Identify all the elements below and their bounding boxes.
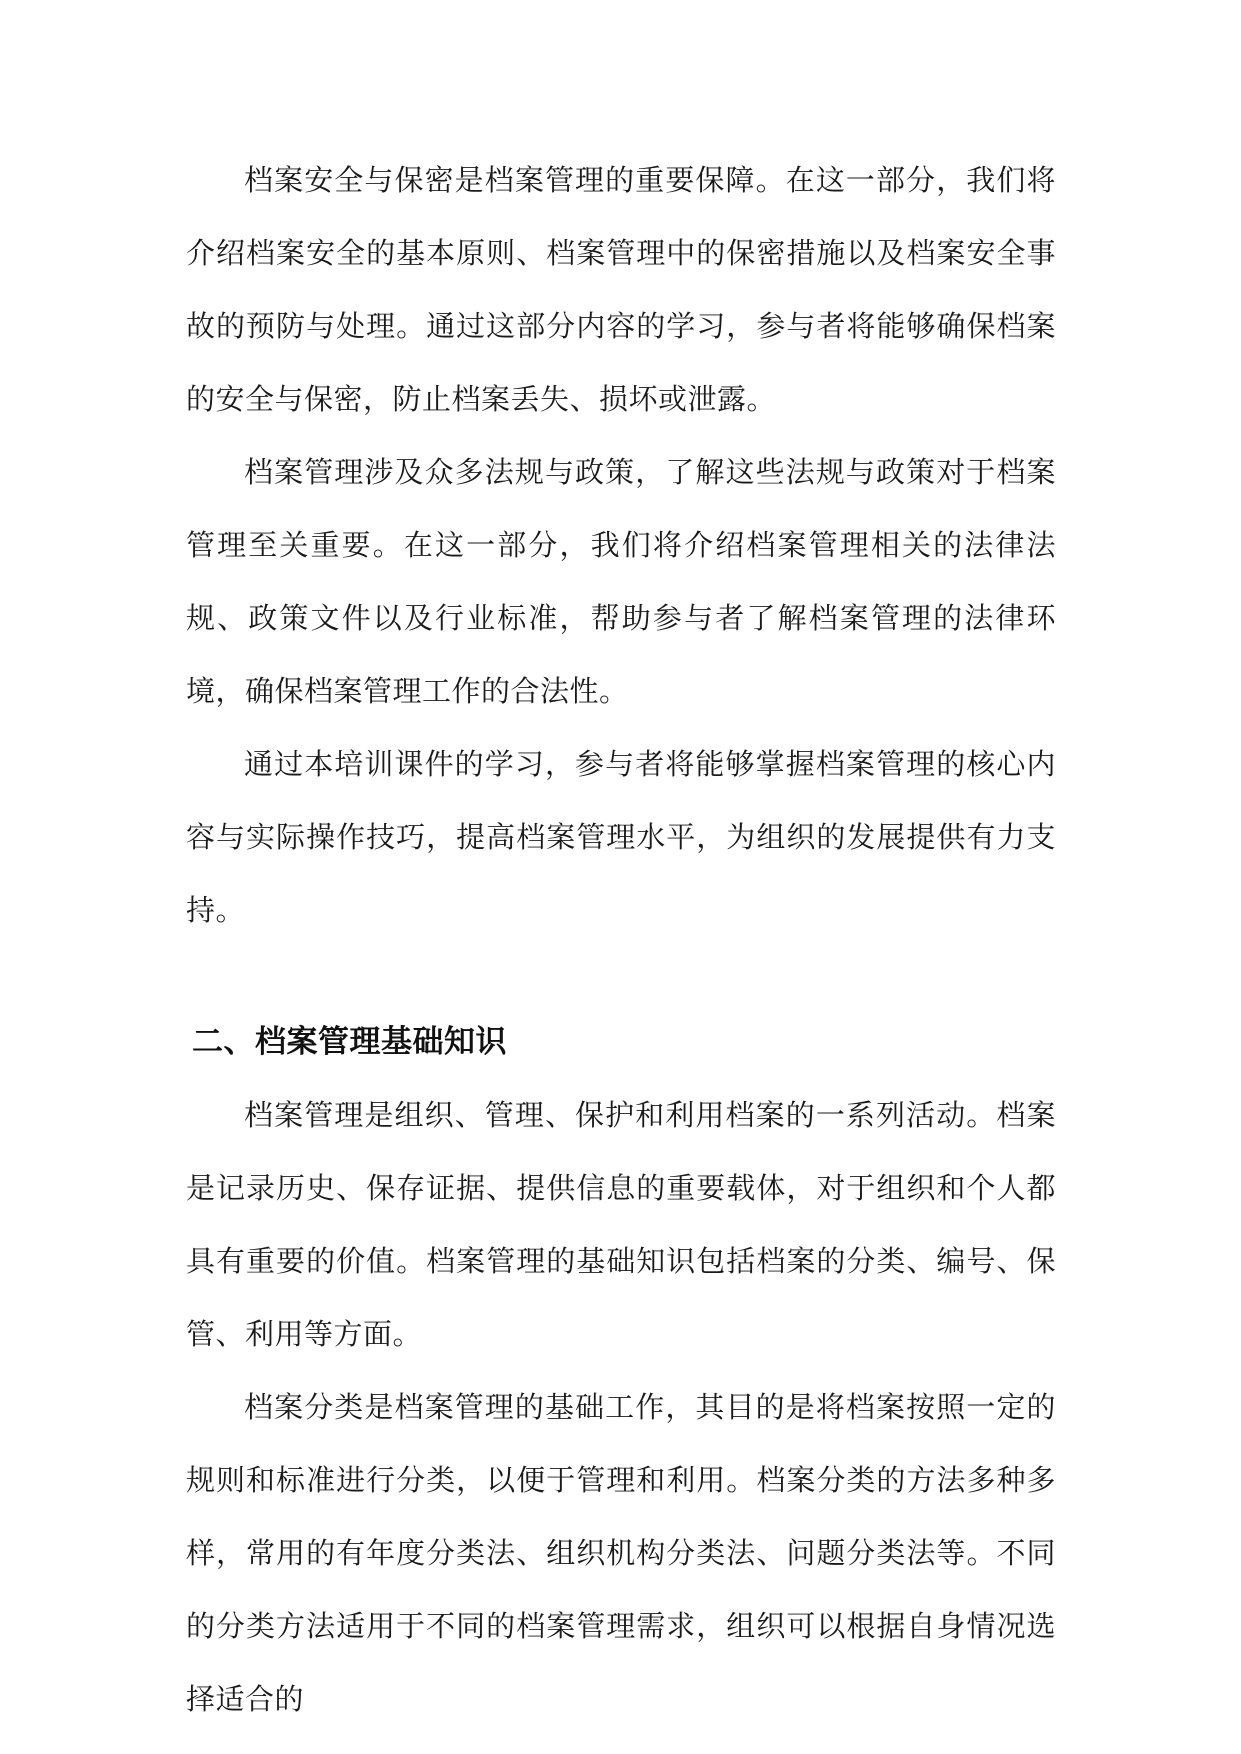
document-body (186, 144, 1056, 1736)
section-heading: 二、档案管理基础知识 (192, 1024, 507, 1060)
paragraph-archive-security: 档案安全与保密是档案管理的重要保障。在这一部分，我们将介绍档案安全的基本原则、档案管理中的保密措施以及档案安全事故的预防与处理。通过这部分内容的学习，参与者将能够确保档案的安全与保密，防止档案丢失、损坏或泄露。 (186, 163, 1056, 416)
paragraph-archive-basics: 档案管理是组织、管理、保护和利用档案的一系列活动。档案是记录历史、保存证据、提供信息的重要载体，对于组织和个人都具有重要的价值。档案管理的基础知识包括档案的分类、编号、保管、利用等方面。 (186, 1098, 1056, 1351)
paragraph-training-summary: 通过本培训课件的学习，参与者将能够掌握档案管理的核心内容与实际操作技巧，提高档案管理水平，为组织的发展提供有力支持。 (186, 747, 1056, 927)
paragraph-regulations-policies: 档案管理涉及众多法规与政策，了解这些法规与政策对于档案管理至关重要。在这一部分，我们将介绍档案管理相关的法律法规、政策文件以及行业标准，帮助参与者了解档案管理的法律环境，确保档案管理工作的合法性。 (186, 455, 1056, 708)
paragraph-archive-classification: 档案分类是档案管理的基础工作，其目的是将档案按照一定的规则和标准进行分类，以便于管理和利用。档案分类的方法多种多样，常用的有年度分类法、组织机构分类法、问题分类法等。不同的分类方法适用于不同的档案管理需求，组织可以根据自身情况选择适合的 (186, 1390, 1056, 1716)
